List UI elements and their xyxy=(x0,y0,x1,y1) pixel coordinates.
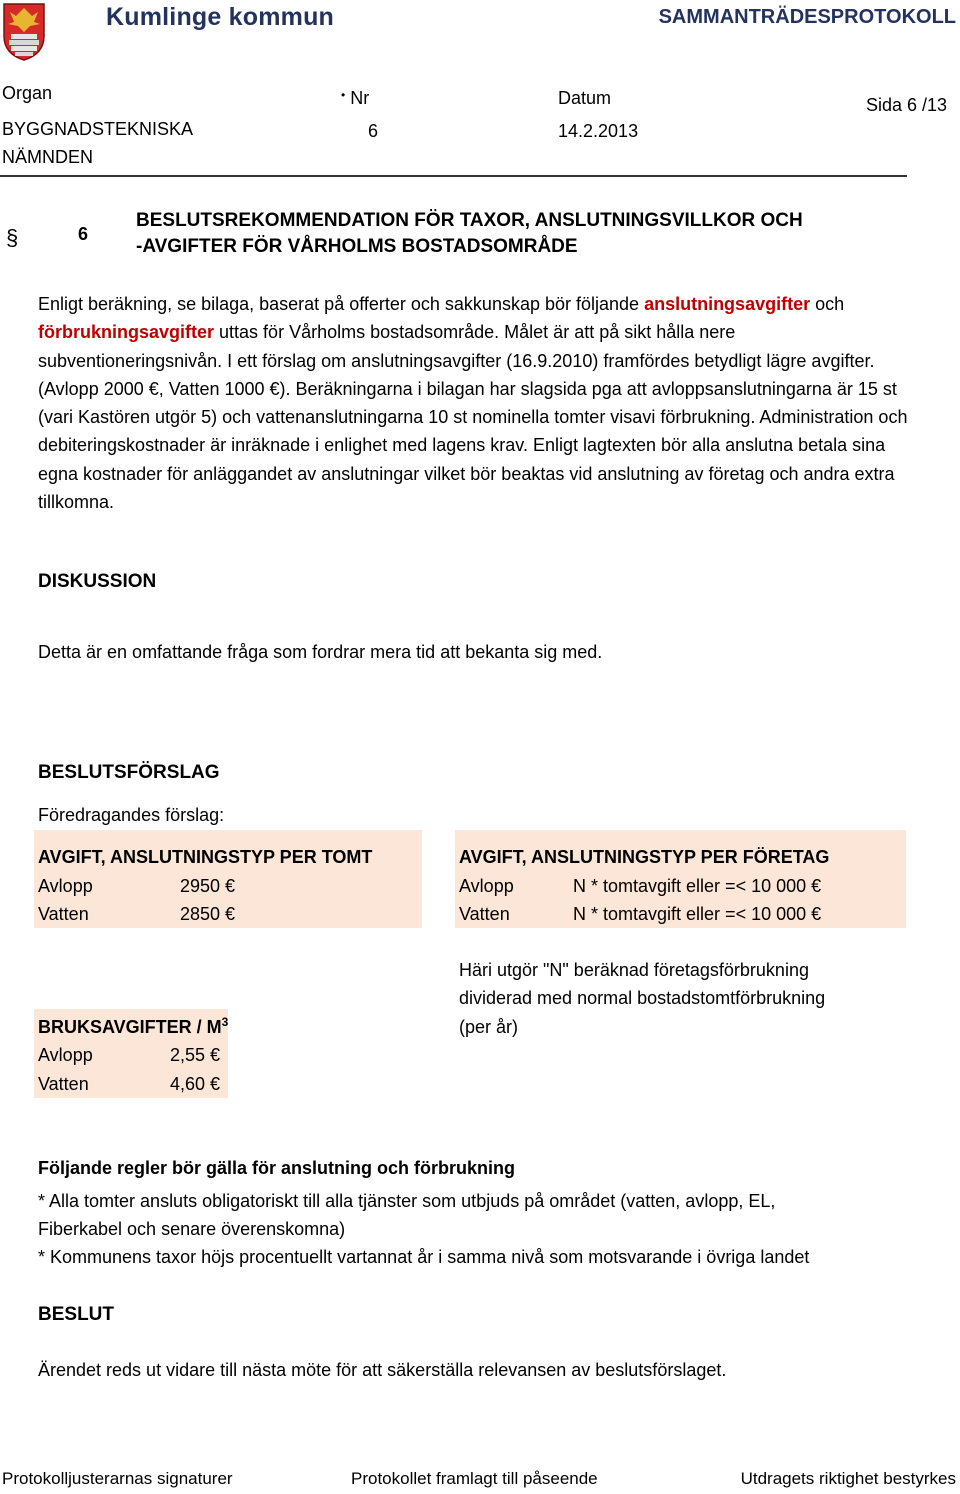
per-foretag-row-value: N * tomtavgift eller =< 10 000 € xyxy=(573,904,822,924)
decision-heading: BESLUT xyxy=(38,1304,114,1325)
rules-heading: Följande regler bör gälla för anslutning och förbrukning xyxy=(38,1158,516,1178)
per-foretag-row-label: Avlopp xyxy=(459,876,514,896)
discussion-text: Detta är en omfattande fråga som fordrar mera tid att bekanta sig med. xyxy=(38,642,603,662)
rules-item2: * Kommunens taxor höjs procentuellt vartannat år i samma nivå som motsvarande i övriga landet xyxy=(38,1247,810,1267)
foretag-note-line1: Häri utgör "N" beräknad företagsförbrukning xyxy=(459,960,809,980)
organ-value-line1: BYGGNADSTEKNISKA xyxy=(2,119,194,139)
per-tomt-row-label: Vatten xyxy=(38,904,89,924)
municipality-name: Kumlinge kommun xyxy=(106,3,335,31)
section-symbol: § xyxy=(6,225,19,250)
per-tomt-title: AVGIFT, ANSLUTNINGSTYP PER TOMT xyxy=(38,847,373,867)
intro-part1: Enligt beräkning, se bilaga, baserat på offerter och sakkunskap bör följande xyxy=(38,294,645,314)
per-tomt-row-value: 2950 € xyxy=(180,876,236,896)
per-foretag-title: AVGIFT, ANSLUTNINGSTYP PER FÖRETAG xyxy=(459,847,830,867)
organ-label: Organ xyxy=(2,83,53,103)
header-divider xyxy=(0,175,907,177)
proposal-heading: BESLUTSFÖRSLAG xyxy=(38,762,220,783)
intro-paragraph xyxy=(38,290,918,516)
intro-part3: uttas för Vårholms bostadsområde. Målet är att på sikt hålla nere subventioneringsnivån. I ett förslag om anslutningsavgifter (16.9.2010) framfördes betydligt lägre avgifter. (Avlopp 2000 €, Vatten 1000 €). Beräkningarna i bilagan har slagsida pga att avloppsanslutningarna är 15 st (vari Kastören utgör 5) och vattenanslutningarna 10 st nominella tomter visavi förbrukning. Administration och debiteringskostnader är inräknade i enlighet med lagens krav. Enligt lagtexten bör alla anslutna betala sina egna kostnader för anläggandet av anslutningar vilket bör beaktas vid anslutning av företag och andra extra tillkomna. xyxy=(38,322,908,513)
rules-item1-line2: Fiberkabel och senare överenskomna) xyxy=(38,1219,346,1239)
footer-posted: Protokollet framlagt till påseende xyxy=(351,1469,598,1488)
date-label: Datum xyxy=(558,88,612,108)
per-foretag-row-value: N * tomtavgift eller =< 10 000 € xyxy=(573,876,822,896)
intro-part2: och xyxy=(810,294,845,314)
decision-text: Ärendet reds ut vidare till nästa möte för att säkerställa relevansen av beslutsförslaget. xyxy=(38,1360,727,1380)
nr-label: • Nr xyxy=(341,88,370,108)
per-tomt-row-value: 2850 € xyxy=(180,904,236,924)
foretag-note-line3: (per år) xyxy=(459,1017,519,1037)
rules-item1-line1: * Alla tomter ansluts obligatoriskt till alla tjänster som utbjuds på området (vatten, avlopp, EL, xyxy=(38,1191,776,1211)
proposal-subheading: Föredragandes förslag: xyxy=(38,805,225,825)
section-title xyxy=(136,208,926,260)
bruks-title-sup: 3 xyxy=(221,1015,229,1029)
highlight-forbrukningsavgifter: förbrukningsavgifter xyxy=(38,322,215,343)
date-value: 14.2.2013 xyxy=(558,121,639,141)
highlight-anslutningsavgifter: anslutningsavgifter xyxy=(644,294,811,314)
section-title-line2: -AVGIFTER FÖR VÅRHOLMS BOSTADSOMRÅDE xyxy=(136,236,578,257)
nr-value: 6 xyxy=(368,121,379,141)
discussion-heading: DISKUSSION xyxy=(38,571,157,592)
per-foretag-row-label: Vatten xyxy=(459,904,510,924)
bruks-title-text: BRUKSAVGIFTER / M xyxy=(38,1017,222,1037)
bruks-row-label: Avlopp xyxy=(38,1045,93,1065)
bruks-row-value: 4,60 € xyxy=(170,1074,221,1094)
nr-label-text: Nr xyxy=(350,88,370,108)
section-title-line1: BESLUTSREKOMMENDATION FÖR TAXOR, ANSLUTNINGSVILLKOR OCH xyxy=(136,210,803,231)
document-type: SAMMANTRÄDESPROTOKOLL xyxy=(658,6,956,28)
bruks-row-value: 2,55 € xyxy=(170,1045,221,1065)
foretag-note-line2: dividerad med normal bostadstomtförbrukning xyxy=(459,988,826,1008)
footer-signatures: Protokolljusterarnas signaturer xyxy=(2,1469,233,1488)
footer-certified: Utdragets riktighet bestyrkes xyxy=(740,1469,956,1488)
organ-value-line2: NÄMNDEN xyxy=(2,147,94,167)
per-tomt-row-label: Avlopp xyxy=(38,876,93,896)
bruks-title xyxy=(38,1015,228,1038)
bruks-row-label: Vatten xyxy=(38,1074,89,1094)
page-number: Sida 6 /13 xyxy=(866,95,948,115)
kumlinge-coat-of-arms-icon xyxy=(2,2,46,62)
section-number: 6 xyxy=(78,224,89,244)
